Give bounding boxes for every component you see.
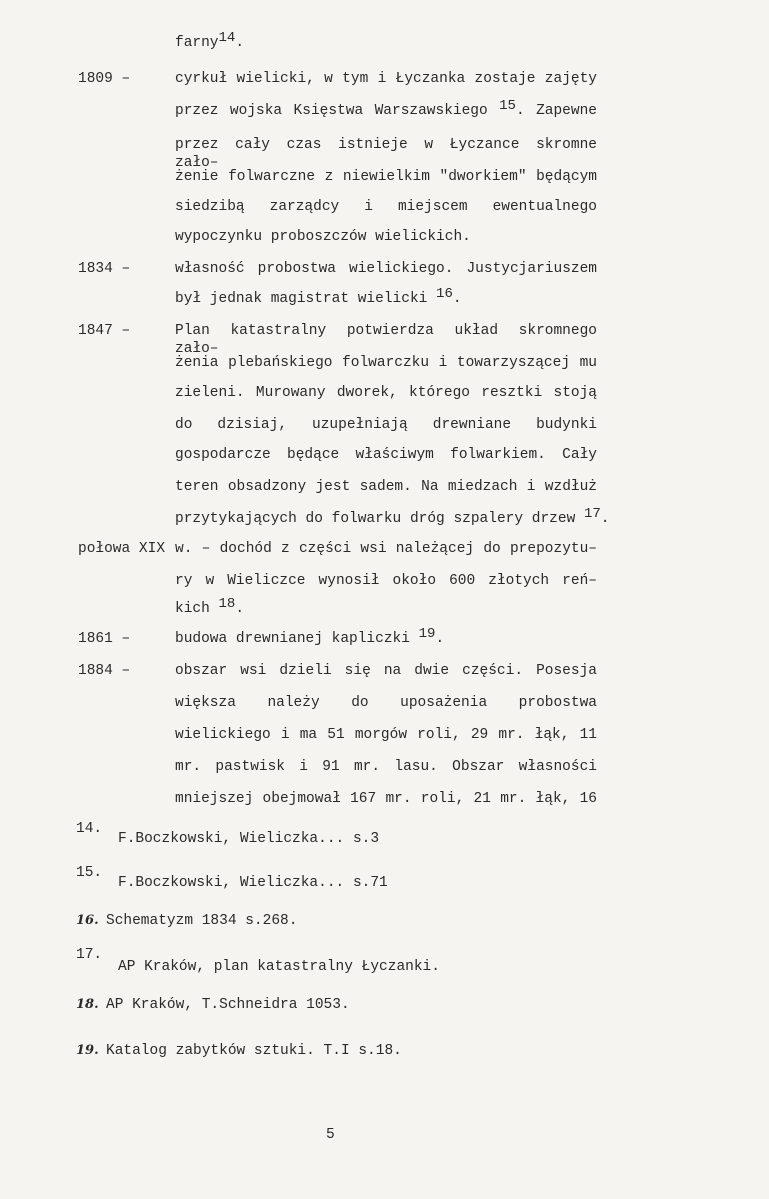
- entry-year-polowa-xix: połowa XIX: [78, 541, 166, 557]
- footnote-text: AP Kraków, T.Schneidra 1053.: [106, 997, 350, 1013]
- footnote-text: F.Boczkowski, Wieliczka... s.3: [118, 831, 380, 847]
- text-line: przez wojska Księstwa Warszawskiego $^{15}$. Zapewne: [175, 98, 597, 119]
- entry-year-1847: 1847 –: [78, 323, 131, 339]
- text-line: wypoczynku proboszczów wielickich.: [175, 229, 471, 245]
- text-line: własność probostwa wielickiego. Justycjariuszem: [175, 261, 597, 277]
- text-line: Plan katastralny potwierdza układ skromnego zało–: [175, 323, 597, 357]
- text-line: obszar wsi dzieli się na dwie części. Posesja: [175, 663, 597, 679]
- text-line: wielickiego i ma 51 morgów roli, 29 mr. łąk, 11: [175, 727, 597, 743]
- footnote-number: 17.: [76, 947, 103, 963]
- text-line: przez cały czas istnieje w Łyczance skromne zało–: [175, 137, 597, 171]
- footnote-number: 19.: [76, 1043, 99, 1058]
- footnote-ref-16: 16: [436, 286, 453, 302]
- text-line: był jednak magistrat wielicki $^{16}$.: [175, 286, 462, 307]
- entry-year-1884: 1884 –: [78, 663, 131, 679]
- text-line: cyrkuł wielicki, w tym i Łyczanka zostaje zajęty: [175, 71, 597, 87]
- footnote-text: Schematyzm 1834 s.268.: [106, 913, 298, 929]
- text-line: przytykających do folwarku dróg szpalery drzew $^{17}$.: [175, 506, 610, 527]
- text-line: w. – dochód z części wsi należącej do prepozytu–: [175, 541, 597, 557]
- footnote-text: AP Kraków, plan katastralny Łyczanki.: [118, 959, 440, 975]
- footnote-number: 18.: [76, 997, 99, 1012]
- entry-year-1861: 1861 –: [78, 631, 131, 647]
- footnote-ref-14: 14: [218, 30, 236, 46]
- footnote-number: 15.: [76, 865, 103, 881]
- footnote-text: F.Boczkowski, Wieliczka... s.71: [118, 875, 388, 891]
- text-line: mr. pastwisk i 91 mr. lasu. Obszar własności: [175, 759, 597, 775]
- text-line: żenia plebańskiego folwarczku i towarzyszącej mu: [175, 355, 597, 371]
- footnote-ref-15: 15: [499, 98, 516, 114]
- text-line: farny$^{14}$.: [175, 30, 245, 51]
- text-line: kich $^{18}$.: [175, 596, 245, 617]
- text-line: ry w Wieliczce wynosił około 600 złotych reń–: [175, 573, 597, 589]
- text-line: gospodarcze będące właściwym folwarkiem. Cały: [175, 447, 597, 463]
- entry-year-1834: 1834 –: [78, 261, 131, 277]
- text-line: teren obsadzony jest sadem. Na miedzach i wzdłuż: [175, 479, 597, 495]
- text-line: zieleni. Murowany dworek, którego resztki stoją: [175, 385, 597, 401]
- text-line: siedzibą zarządcy i miejscem ewentualnego: [175, 199, 597, 215]
- page-number: 5: [326, 1127, 335, 1143]
- text-line: do dzisiaj, uzupełniają drewniane budynki: [175, 417, 597, 433]
- footnote-text: Katalog zabytków sztuki. T.I s.18.: [106, 1043, 402, 1059]
- footnote-ref-17: 17: [583, 506, 601, 522]
- footnote-ref-19: 19: [418, 626, 436, 642]
- text-line: większa należy do uposażenia probostwa: [175, 695, 597, 711]
- text-line: budowa drewnianej kapliczki $^{19}$.: [175, 626, 445, 647]
- footnote-ref-18: 18: [218, 596, 236, 612]
- text-line: żenie folwarczne z niewielkim "dworkiem" będącym: [175, 169, 597, 185]
- entry-year-1809: 1809 –: [78, 71, 131, 87]
- text-farny: farny: [175, 35, 219, 51]
- footnote-number: 14.: [76, 821, 103, 837]
- footnote-number: 16.: [76, 913, 99, 928]
- text-line: mniejszej obejmował 167 mr. roli, 21 mr. łąk, 16: [175, 791, 597, 807]
